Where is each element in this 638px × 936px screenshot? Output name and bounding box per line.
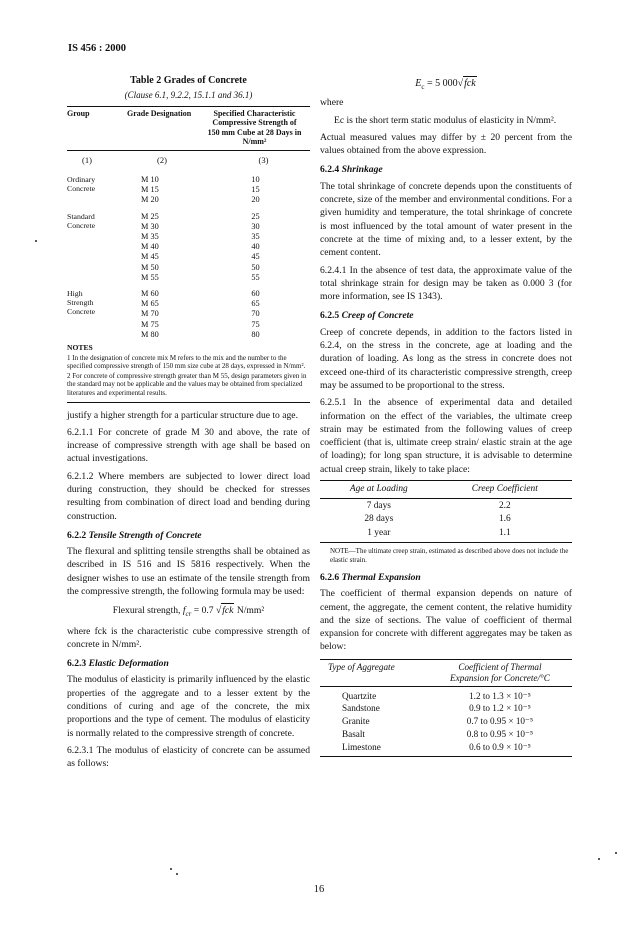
paragraph-6-2-3: The modulus of elasticity is primarily influenced by the elastic properties of the aggregate and to a lesser extent by the conditions of curing and age of the concrete, the mix proportions and the type of cement. The modulus of elasticity is normally related to the compressive strength of concrete. xyxy=(67,674,310,739)
table-row: M 30 30 xyxy=(141,221,260,231)
table-row: M 65 65 xyxy=(141,299,260,309)
header-strength: Specified Characteristic Compressive Strength of 150 mm Cube at 28 Days in N/mm² xyxy=(207,108,302,147)
table-row: 1 year 1.1 xyxy=(320,526,572,543)
table-row: 7 days 2.2 xyxy=(366,500,511,511)
paragraph-6-2-1-2: 6.2.1.2 Where members are subjected to lower direct load during construction, they should be checked for stresses resulting from combination of direct load and bending during construction. xyxy=(67,470,310,522)
header-group: Group xyxy=(67,108,90,118)
table-row: Quartzite 1.2 to 1.3 × 10⁻⁵ xyxy=(342,690,531,701)
sqrt-symbol: √ xyxy=(215,605,222,617)
table-row: Granite 0.7 to 0.95 × 10⁻⁵ xyxy=(342,716,534,727)
paragraph-6-2-1-1: 6.2.1.1 For concrete of grade M 30 and above, the rate of increase of compressive strength with age shall be based on actual investigations. xyxy=(67,426,310,465)
table-row: M 25 25 xyxy=(141,211,260,221)
table-row: M 10 10 xyxy=(141,174,260,184)
grades-table-header xyxy=(67,107,310,150)
table-title: Table 2 Grades of Concrete xyxy=(130,75,247,86)
paragraph-where: where xyxy=(320,97,344,109)
paragraph-6-2-5-1: 6.2.5.1 In the absence of experimental data and detailed information on the effect of the variables, the ultimate creep strain may be estimated from the following values of creep coefficient (that is, ultimate creep strain/ elastic strain at the age of loading); for long span structure, it is advisable to determine actual creep strain, likely to take place: xyxy=(320,397,572,475)
table-row: 28 days 1.6 xyxy=(364,514,511,525)
scan-speck xyxy=(615,852,617,854)
group-high-strength xyxy=(67,289,310,340)
heading-6-2-4: 6.2.4 Shrinkage xyxy=(320,164,383,176)
header-age-at-loading: Age at Loading xyxy=(320,481,438,499)
sqrt-symbol: √ xyxy=(457,78,464,89)
thermal-expansion-table xyxy=(320,659,572,757)
page-number: 16 xyxy=(313,884,325,895)
table-row: Basalt 0.8 to 0.95 × 10⁻⁵ xyxy=(342,729,534,740)
heading-6-2-2: 6.2.2 Tensile Strength of Concrete xyxy=(67,529,202,541)
group-standard xyxy=(67,212,310,283)
table-row: M 45 45 xyxy=(141,252,260,262)
table-row: M 35 35 xyxy=(141,231,260,241)
table-row: M 80 80 xyxy=(141,329,260,339)
heading-6-2-5: 6.2.5 Creep of Concrete xyxy=(320,310,414,322)
creep-coefficient-table xyxy=(320,480,572,543)
scan-speck xyxy=(35,240,37,242)
table-row: M 20 20 xyxy=(141,195,260,205)
header-coefficient: Coefficient of Thermal Expansion for Concrete/°C xyxy=(428,659,572,686)
standard-id: IS 456 : 2000 xyxy=(68,43,127,54)
table-row: M 55 55 xyxy=(141,272,260,282)
column-numbers: (1) (2) (3) xyxy=(82,154,269,165)
header-type-of-aggregate: Type of Aggregate xyxy=(320,659,428,686)
table-row: M 50 50 xyxy=(141,262,260,272)
table-row: M 70 70 xyxy=(141,309,260,319)
note-1: 1 In the designation of concrete mix M refers to the mix and the number to the specified compressive strength of 150 mm size cube at 28 days, expressed in N/mm². xyxy=(67,353,306,371)
paragraph-fck-definition: where fck is the characteristic cube compressive strength of concrete in N/mm². xyxy=(67,625,310,650)
group-name: Standard Concrete xyxy=(67,211,96,230)
paragraph-6-2-5: Creep of concrete depends, in addition to the factors listed in 6.2.4, on the stress in the concrete, age at loading and the duration of loading. As long as the stress in concrete does not exceed one-third of its characteristic compressive strength, creep may be assumed to be proportional to the stress. xyxy=(320,326,572,391)
paragraph-6-2-4: The total shrinkage of concrete depends upon the constituents of concrete, size of the member and environmental conditions. For a given humidity and temperature, the total shrinkage of concrete is most influenced by the total amount of water present in the concrete at the time of mixing and, to a lesser extent, by the cement content. xyxy=(320,180,572,259)
scan-speck xyxy=(170,868,172,870)
table-row: M 15 15 xyxy=(141,185,260,195)
right-column xyxy=(320,70,572,757)
table-row: Sandstone 0.9 to 1.2 × 10⁻⁵ xyxy=(342,703,531,714)
paragraph-6-2-4-1: 6.2.4.1 In the absence of test data, the approximate value of the total shrinkage strain for design may be taken as 0.000 3 (for more information, see IS 1343). xyxy=(320,264,572,303)
paragraph-justify: justify a higher strength for a particular structure due to age. xyxy=(67,409,298,421)
table-row: M 40 40 xyxy=(141,242,260,252)
paragraph-6-2-3-1: 6.2.3.1 The modulus of elasticity of concrete can be assumed as follows: xyxy=(67,744,310,770)
paragraph-ec-definition: Ec is the short term static modulus of elasticity in N/mm². xyxy=(334,114,557,126)
paragraph-6-2-2: The flexural and splitting tensile strengths shall be obtained as described in IS 516 and IS 5816 respectively. When the designer wishes to use an estimate of the tensile strength from the compressive strength, the following formula may be used: xyxy=(67,546,310,598)
formula-modulus-elasticity: $E_c = 5$ 000√fck xyxy=(415,78,476,91)
notes-heading: NOTES xyxy=(67,342,93,352)
creep-note: NOTE—The ultimate creep strain, estimated as described above does not include the elastic strain. xyxy=(330,547,569,565)
table-row: M 75 75 xyxy=(141,319,260,329)
scan-speck xyxy=(176,873,178,875)
left-column xyxy=(67,70,310,775)
note-2: 2 For concrete of compressive strength greater than M 55, design parameters given in the standard may not be applicable and the values may be obtained from specialized literatures and experimental results. xyxy=(67,371,307,397)
table-row: Limestone 0.6 to 0.9 × 10⁻⁵ xyxy=(320,741,572,756)
scan-speck xyxy=(598,858,600,860)
table-header-row xyxy=(320,481,572,499)
paragraph-6-2-6: The coefficient of thermal expansion depends on nature of cement, the aggregate, the cement content, the relative humidity and the size of sections. The value of coefficient of thermal expansion for concrete with different aggregates may be taken as below: xyxy=(320,588,572,653)
group-name: Ordinary Concrete xyxy=(67,174,96,194)
table-row: M 60 60 xyxy=(141,288,260,298)
heading-6-2-6: 6.2.6 Thermal Expansion xyxy=(320,571,421,583)
paragraph-actual-values: Actual measured values may differ by ± 20 percent from the values obtained from the above expression. xyxy=(320,131,572,157)
group-name: High Strength Concrete xyxy=(67,288,96,317)
table-bottom-rule xyxy=(67,402,310,403)
table-header-row xyxy=(320,659,572,686)
header-grade: Grade Designation xyxy=(127,108,192,118)
formula-flexural-strength: Flexural strength, $f_{cr} = 0.7$ √fck N/mm² xyxy=(112,605,265,619)
header-creep-coefficient: Creep Coefficient xyxy=(438,481,572,499)
table-notes xyxy=(67,344,310,398)
heading-6-2-3: 6.2.3 Elastic Deformation xyxy=(67,658,169,670)
table-clause: (Clause 6.1, 9.2.2, 15.1.1 and 36.1) xyxy=(124,90,253,101)
group-ordinary xyxy=(67,175,310,206)
